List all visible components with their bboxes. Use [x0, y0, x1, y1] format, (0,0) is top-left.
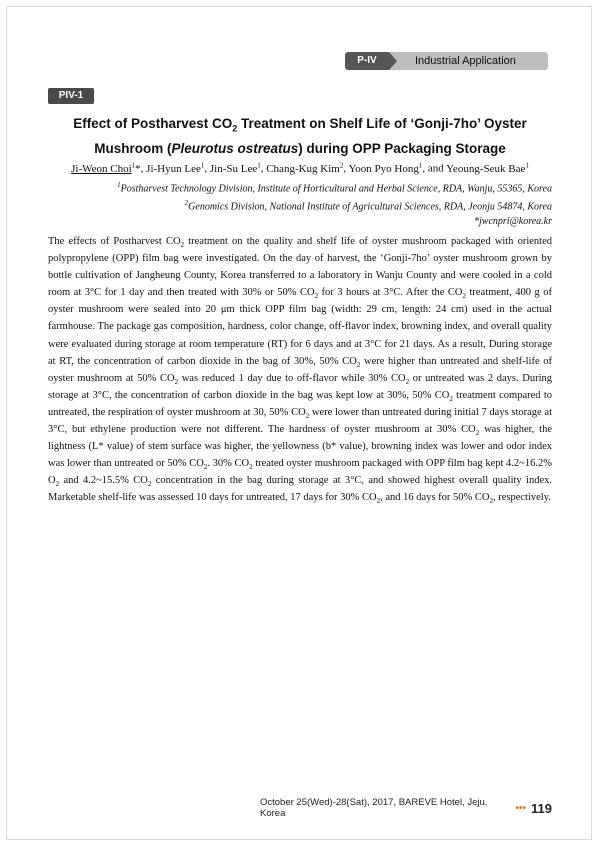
author-list: Ji-Weon Choi$^1$*, Ji-Hyun Lee$^1$, Jin-Su Lee$^1$, Chang-Kug Kim$^2$, Yoon Pyo Hong$^1$, and Yeoung-Seuk Bae$^1$ — [71, 161, 529, 175]
subscript: 2 — [180, 241, 185, 250]
author-name: Ji-Weon Choi — [71, 162, 132, 175]
affiliation-line — [48, 178, 552, 196]
subscript: 2 — [475, 429, 480, 438]
subscript: 2 — [489, 497, 493, 506]
author — [348, 163, 422, 175]
affiliation-line — [48, 196, 552, 214]
subscript: 2 — [449, 394, 453, 403]
session-label: P-IV — [345, 52, 389, 70]
author-affiliation-mark: 1 — [418, 161, 423, 169]
author-name: Jin-Su Lee — [209, 162, 258, 175]
subscript: 2 — [314, 292, 319, 301]
author-affiliation-mark: 2 — [339, 161, 344, 169]
footer-dots: ••• — [515, 802, 527, 814]
subscript: 2 — [55, 480, 60, 489]
subscript: 2 — [249, 463, 253, 472]
session-header-tab — [345, 52, 548, 70]
footer-event: October 25(Wed)-28(Sat), 2017, BAREVE Hotel, Jeju, Korea — [260, 797, 488, 819]
paper-title — [48, 114, 552, 158]
author-name: Chang-Kug Kim — [266, 162, 340, 175]
subscript: 2 — [356, 360, 361, 369]
author — [71, 163, 141, 175]
author-name: Yeoung-Seuk Bae — [446, 162, 526, 175]
author — [146, 163, 204, 175]
affiliation-text: Postharvest Technology Division, Institute of Horticultural and Herbal Science, RDA, Wanju, 55365, Korea — [120, 183, 552, 195]
author-affiliation-mark: 1 — [200, 161, 205, 169]
corresponding-mark: * — [135, 162, 141, 175]
subscript: 2 — [376, 497, 381, 506]
author-affiliation-mark: 1 — [131, 161, 136, 169]
corresponding-email: *jwcnpri@korea.kr — [474, 215, 552, 227]
author — [446, 163, 529, 175]
affiliation-mark: 2 — [184, 199, 189, 208]
affiliations — [48, 178, 552, 229]
author-name: Yoon Pyo Hong — [348, 162, 419, 175]
title-part1: Effect of Postharvest CO — [73, 116, 233, 131]
title-part2: Treatment on Shelf Life of ‘Gonji-7ho’ Oyster Mushroom ( — [94, 116, 527, 156]
subscript: 2 — [174, 377, 179, 386]
page-footer — [260, 797, 552, 819]
subscript: 2 — [203, 463, 208, 472]
subscript: 2 — [405, 377, 410, 386]
abstract-body: The effects of Postharvest $CO_2$ treatment on the quality and shelf life of oyster mushroom packaged with oriented polypropylene (OPP) film bag were investigated. On the day of harvest, the ‘Gonji-7ho’ oyster mushroom grown by bottle cultivation of Jangheung County, Korea transferred to a laboratory in Wanju County and were cooled in a cold room at 3°C for 1 day and then treated with 30% or 50% $CO_2$ for 3 hours at 3°C. After the $CO_2$ treatment, 400 g of oyster mushroom were sealed into 20 μm thick OPP film bag (width: 29 cm, length: 24 cm) used in the actual farmhouse. The package gas composition, hardness, color change, off-flavor index, browning index, and overall quality were evaluated during storage at room temperature (RT) for 6 days and at 3°C for 21 days. As a result, During storage at RT, the concentration of carbon dioxide in the bag of 30%, 50% $CO_2$ were higher than untreated and shelf-life of oyster mushroom at 50% $CO_2$ was reduced 1 day due to off-flavor while 30% $CO_2$ or untreated was 2 days. During storage at 3°C, the concentration of carbon dioxide in the bag was kept low at 30%, 50% $CO_2$ treatment compared to untreated, the respiration of oyster mushroom at 30, 50% $CO_2$ were lower than untreated during initial 7 days storage at 3°C, but ethylene production were not different. The hardness of oyster mushroom at 30% $CO_2$ was higher, the lightness (L* value) of stem surface was higher, the yellowness (b* value), browning index was lower and odor index was lower than untreated or 50% $CO_2$. 30% $CO_2$ treated oyster mushroom packaged with OPP film bag kept 4.2~16.2% $O_2$ and 4.2~15.5% $CO_2$ concentration in the bag during storage at 3°C, and showed highest overall quality index. Marketable shelf-life was assessed 10 days for untreated, 17 days for 30% $CO_2$, and 16 days for 50% $CO_2$, respectively. — [48, 236, 553, 506]
affiliation-text: Genomics Division, National Institute of Agricultural Sciences, RDA, Jeonju 54874, Korea — [188, 201, 552, 213]
author — [266, 163, 343, 175]
title-part3: ) during OPP Packaging Storage — [298, 140, 506, 156]
author-affiliation-mark: 1 — [257, 161, 261, 169]
subscript: 2 — [305, 412, 310, 421]
abstract-code-badge: PIV-1 — [48, 88, 94, 104]
title-part1-sub: 2 — [232, 123, 238, 134]
subscript: 2 — [462, 292, 466, 301]
subscript: 2 — [147, 480, 152, 489]
title-species: Pleurotus ostreatus — [171, 140, 299, 156]
affiliation-mark: 1 — [117, 181, 121, 189]
author — [210, 163, 261, 175]
page-number: 119 — [531, 800, 552, 816]
author-affiliation-mark: 1 — [525, 161, 529, 169]
session-category: Industrial Application — [389, 52, 548, 70]
author-name: Ji-Hyun Lee — [146, 162, 201, 175]
